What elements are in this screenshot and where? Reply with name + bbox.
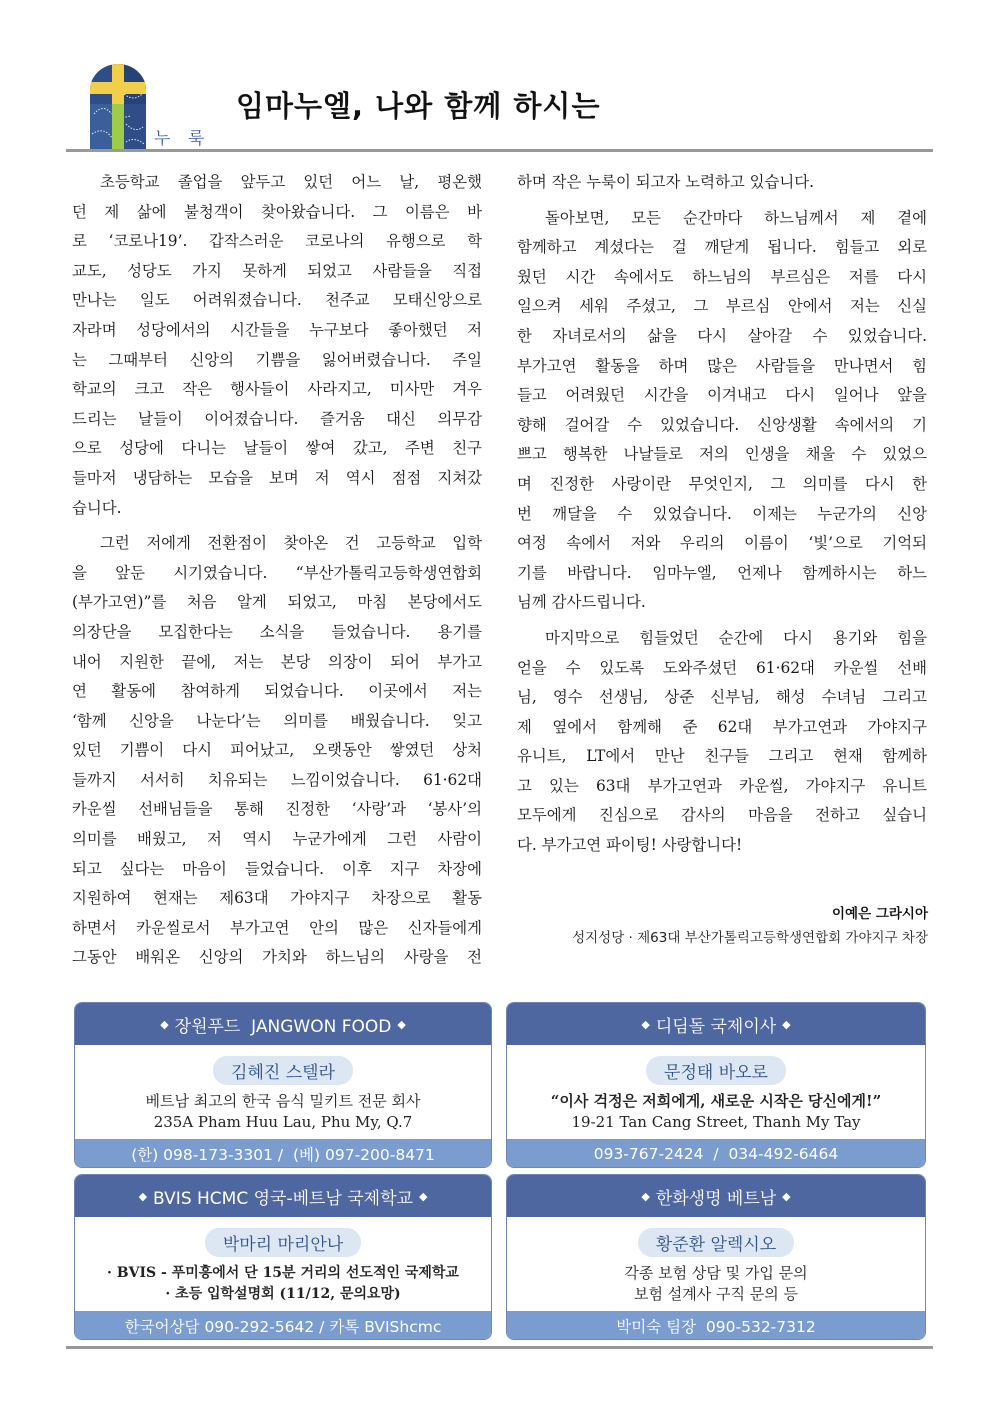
text-line: 하며 작은 누룩이 되고자 노력하고 있습니다.: [517, 173, 814, 191]
paragraph: [72, 529, 482, 973]
ad-card-body: [507, 1217, 925, 1311]
ad-card-header: [507, 1003, 925, 1045]
ad-card-footer: [507, 1311, 925, 1340]
text-line: 던 제 삶에 불청객이 찾아왔습니다. 그 이름은 바: [72, 202, 482, 221]
ad-title: 디딤돌 국제이사: [655, 1016, 777, 1037]
stained-glass-cross-icon: [90, 64, 146, 150]
text-line: 마지막으로 힘들었던 순간에 다시 용기와 힘을: [545, 628, 927, 647]
text-line: 내어 지원한 끝에, 저는 본당 의장이 되어 부가고: [72, 652, 482, 671]
text-line: 들고 어려웠던 시간을 이겨내고 다시 일어나 앞을: [517, 386, 927, 405]
text-line: 드리는 날들이 이어졌습니다. 즐거움 대신 의무감: [72, 409, 482, 428]
text-line: 을 앞둔 시기였습니다. “부산가톨릭고등학생연합회: [72, 563, 482, 582]
text-line: 여정 속에서 저와 우리의 이름이 ‘빛’으로 기억되: [517, 534, 927, 553]
text-line: 일으켜 세워 주셨고, 그 부르심 안에서 저는 신실: [517, 297, 927, 316]
diamond-icon: ◆: [397, 1017, 406, 1031]
ad-card-header: [75, 1003, 491, 1045]
text-line: 그런 저에게 전환점이 찾아온 건 고등학교 입학: [100, 534, 482, 553]
text-line: 기를 바랍니다. 임마누엘, 언제나 함께하시는 하느: [517, 563, 927, 582]
author-signature: [572, 902, 928, 946]
text-line: 함께하고 계셨다는 걸 깨닫게 됩니다. 힘들고 외로: [517, 238, 927, 257]
ad-address: 19-21 Tan Cang Street, Thanh My Tay: [571, 1112, 861, 1131]
ad-card-body: [75, 1045, 491, 1139]
paragraph: [517, 204, 927, 618]
text-line: 유니트, LT에서 만난 친구들 그리고 현재 함께하: [517, 747, 927, 766]
ad-phone[interactable]: 박미숙 팀장 090-532-7312: [616, 1318, 816, 1336]
ad-card-jangwon-food[interactable]: [74, 1002, 492, 1168]
ad-card-footer: [75, 1139, 491, 1168]
ad-phone[interactable]: (한) 098-173-3301 / (베) 097-200-8471: [131, 1146, 435, 1164]
paragraph: [517, 168, 927, 198]
text-line: 향해 걸어갈 수 있었습니다. 신앙생활 속에서의 기: [517, 415, 927, 434]
paragraph: [517, 624, 927, 861]
contact-name-pill: 문정태 바오로: [646, 1056, 786, 1085]
ad-card-header: [507, 1175, 925, 1217]
ad-description: 보험 설계사 구직 문의 등: [634, 1284, 798, 1303]
ad-phone[interactable]: 한국어상담 090-292-5642 / 카톡 BVIShcmc: [124, 1318, 442, 1336]
diamond-icon: ◆: [641, 1017, 650, 1031]
ad-card-body: [507, 1045, 925, 1139]
text-line: 제 옆에서 함께해 준 62대 부가고연과 가야지구: [517, 717, 927, 736]
ad-phone[interactable]: 093-767-2424 / 034-492-6464: [593, 1145, 839, 1163]
text-line: 는 그때부터 신앙의 기쁨을 잃어버렸습니다. 주일: [72, 350, 482, 369]
text-line: 자라며 성당에서의 시간들을 누구보다 좋아했던 저: [72, 320, 482, 339]
text-line: 번 깨달을 수 있었습니다. 이제는 누군가의 신앙: [517, 504, 927, 523]
text-line: 돌아보면, 모든 순간마다 하느님께서 제 곁에: [545, 208, 927, 227]
ad-title: 한화생명 베트남: [655, 1188, 777, 1209]
text-line: 님, 영수 선생님, 상준 신부님, 해성 수녀님 그리고: [517, 688, 927, 707]
text-line: 님께 감사드립니다.: [517, 593, 646, 612]
text-line: 연 활동에 참여하게 되었습니다. 이곳에서 저는: [72, 682, 482, 701]
ad-card-footer: [507, 1139, 925, 1168]
text-line: 의장단을 모집한다는 소식을 들었습니다. 용기를: [72, 622, 482, 641]
text-line: 들까지 서서히 치유되는 느낌이었습니다. 61·62대: [72, 770, 482, 789]
text-line: 그동안 배워온 신앙의 가치와 하느님의 사랑을 전: [72, 948, 482, 967]
text-line: 하면서 카운씰로서 부가고연 안의 많은 신자들에게: [72, 918, 482, 937]
ad-card-header: [75, 1175, 491, 1217]
text-line: 다. 부가고연 파이팅! 사랑합니다!: [517, 836, 743, 855]
text-line: 초등학교 졸업을 앞두고 있던 어느 날, 평온했: [100, 173, 482, 191]
page-title: 임마누엘, 나와 함께 하시는: [236, 89, 601, 123]
text-line: 부가고연 활동을 하며 많은 사람들을 만나면서 힘: [517, 356, 927, 375]
diamond-icon: ◆: [138, 1189, 148, 1203]
author-name: 이예은 그라시아: [832, 906, 928, 922]
contact-name-pill: 황준환 알렉시오: [638, 1228, 794, 1257]
ad-description: 각종 보험 상담 및 가입 문의: [624, 1263, 808, 1282]
text-line: ‘함께 신앙을 나눈다’는 의미를 배웠습니다. 잊고: [72, 711, 482, 730]
ad-event: · 초등 입학설명회 (11/12, 문의요망): [165, 1285, 401, 1302]
section-label: 누 룩: [154, 129, 211, 149]
text-line: 들마저 냉담하는 모습을 보며 저 역시 점점 지쳐갔: [72, 468, 482, 487]
page-header: [66, 58, 933, 152]
ad-title: 장원푸드 JANGWON FOOD: [174, 1016, 392, 1037]
ad-slogan: “이사 걱정은 저희에게, 새로운 시작은 당신에게!”: [550, 1091, 882, 1110]
text-line: 으로 성당에 다니는 날들이 쌓여 갔고, 주변 친구: [72, 439, 482, 458]
text-line: 한 자녀로서의 삶을 다시 살아갈 수 있었습니다.: [517, 326, 927, 345]
contact-name-pill: 박마리 마리안나: [205, 1228, 361, 1257]
text-line: 로 ‘코로나19’. 갑작스러운 코로나의 유행으로 학: [72, 232, 482, 251]
article-right-column: [517, 168, 927, 861]
author-role: 성지성당 · 제63대 부산가톨릭고등학생연합회 가야지구 차장: [572, 930, 928, 946]
diamond-icon: ◆: [782, 1017, 791, 1031]
text-line: 습니다.: [72, 498, 122, 517]
text-line: 있던 기쁨이 다시 피어났고, 오랫동안 쌓였던 상처: [72, 741, 482, 760]
text-line: 웠던 시간 속에서도 하느님의 부르심은 저를 다시: [517, 267, 927, 286]
ad-address: 235A Pham Huu Lau, Phu My, Q.7: [153, 1112, 413, 1131]
ad-card-hanwha-life[interactable]: [506, 1174, 926, 1340]
ad-card-footer: [75, 1311, 491, 1340]
text-line: 학교의 크고 작은 행사들이 사라지고, 미사만 겨우: [72, 380, 482, 399]
ad-title: BVIS HCMC 영국-베트남 국제학교: [153, 1188, 413, 1209]
text-line: (부가고연)”를 처음 알게 되었고, 마침 본당에서도: [72, 593, 482, 612]
article-left-column: [72, 168, 482, 973]
diamond-icon: ◆: [160, 1017, 169, 1031]
diamond-icon: ◆: [782, 1189, 791, 1203]
text-line: 모두에게 진심으로 감사의 마음을 전하고 싶습니: [517, 806, 927, 825]
text-line: 고 있는 63대 부가고연과 카운씰, 가야지구 유니트: [517, 776, 927, 795]
ad-description: · BVIS - 푸미흥에서 단 15분 거리의 선도적인 국제학교: [107, 1264, 459, 1281]
paragraph: [72, 168, 482, 523]
diamond-icon: ◆: [641, 1189, 650, 1203]
ad-card-didimdol-moving[interactable]: [506, 1002, 926, 1168]
text-line: 쁘고 행복한 나날들로 저의 인생을 채울 수 있었으: [517, 445, 927, 464]
text-line: 교도, 성당도 가지 못하게 되었고 사람들을 직접: [72, 261, 482, 280]
text-line: 카운씰 선배님들을 통해 진정한 ‘사랑’과 ‘봉사’의: [72, 800, 482, 819]
contact-name-pill: 김혜진 스텔라: [213, 1056, 353, 1085]
bottom-divider: [66, 1346, 933, 1349]
ad-card-body: [75, 1217, 491, 1311]
ad-card-bvis[interactable]: [74, 1174, 492, 1340]
text-line: 지원하여 현재는 제63대 가야지구 차장으로 활동: [72, 889, 482, 908]
top-divider: [66, 149, 933, 152]
text-line: 의미를 배웠고, 저 역시 누군가에게 그런 사람이: [72, 830, 482, 849]
text-line: 얻을 수 있도록 도와주셨던 61·62대 카운씰 선배: [517, 658, 927, 677]
diamond-icon: ◆: [418, 1189, 428, 1203]
text-line: 만나는 일도 어려워졌습니다. 천주교 모태신앙으로: [72, 291, 482, 310]
ad-description: 베트남 최고의 한국 음식 밀키트 전문 회사: [145, 1091, 421, 1110]
text-line: 되고 싶다는 마음이 들었습니다. 이후 지구 차장에: [72, 859, 482, 878]
text-line: 며 진정한 사랑이란 무엇인지, 그 의미를 다시 한: [517, 474, 927, 493]
